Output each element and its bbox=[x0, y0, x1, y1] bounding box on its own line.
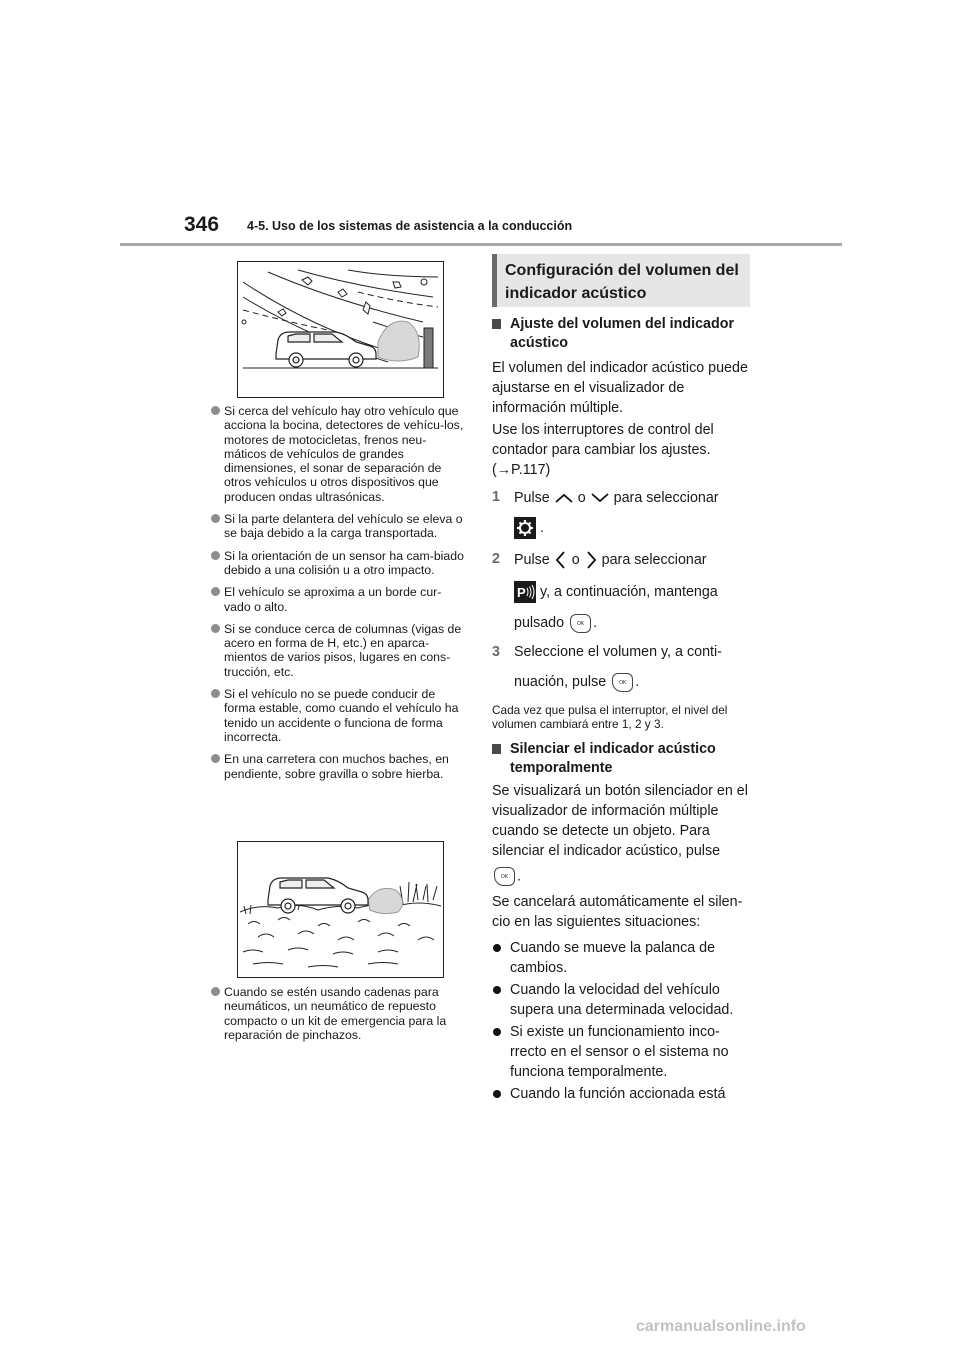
square-bullet-icon bbox=[492, 319, 501, 329]
list-item: Si el vehículo no se puede conducir de forma estable, como cuando el vehículo ha tenido un accidente o funciona de forma incorrecta. bbox=[210, 687, 468, 744]
bullet-icon bbox=[211, 754, 220, 763]
bullet-icon bbox=[493, 1090, 501, 1098]
ok-button-icon: OK bbox=[494, 867, 515, 886]
cancel-conditions-list bbox=[492, 938, 754, 1104]
paragraph: Use los interruptores de control del contador para cambiar los ajustes. (→P.117) bbox=[492, 422, 714, 478]
list-item: Si la parte delantera del vehículo se eleva o se baja debido a la carga transportada. bbox=[210, 512, 468, 541]
square-bullet-icon bbox=[492, 744, 501, 754]
ok-button-icon: OK bbox=[612, 673, 633, 692]
list-item: En una carretera con muchos baches, en pendiente, sobre gravilla o sobre hierba. bbox=[210, 752, 468, 781]
section-heading-box bbox=[492, 254, 750, 307]
bullet-icon bbox=[493, 944, 501, 952]
page-number: 346 bbox=[184, 213, 220, 236]
right-column-content bbox=[492, 315, 754, 1106]
step-1: 1 Pulse o para seleccionar . bbox=[492, 487, 754, 539]
bullet-icon bbox=[211, 551, 220, 560]
bullet-icon bbox=[211, 406, 220, 415]
illustration-ultrasonic-noise bbox=[237, 261, 444, 398]
list-item: Si cerca del vehículo hay otro vehículo que acciona la bocina, detectores de vehícu-los, motores de motocicletas, frenos neu-máticos de vehículos de grandes dimensiones, el sonar de separación de otros vehículos u otros dispositivos que producen ondas ultrasónicas. bbox=[210, 404, 468, 504]
header-divider bbox=[120, 243, 842, 246]
section-heading-line-2: indicador acústico bbox=[505, 285, 647, 302]
paragraph: El volumen del indicador acústico puede ajustarse en el visualizador de información múltiple. bbox=[492, 360, 748, 416]
parking-sonar-icon bbox=[514, 581, 536, 603]
bullet-icon bbox=[211, 587, 220, 596]
svg-text:P: P bbox=[517, 585, 526, 600]
left-bullet-list-2 bbox=[210, 985, 468, 1050]
list-item: Cuando la velocidad del vehículo supera una determinada velocidad. bbox=[492, 980, 754, 1020]
paragraph: Se visualizará un botón silenciador en el visualizador de información múltiple cuando se detecte un objeto. Para silenciar el indicador acústico, pulse bbox=[492, 783, 748, 859]
list-item: Si se conduce cerca de columnas (vigas de acero en forma de H, etc.) en aparca-mientos de varios pisos, lugares en cons-trucción, etc. bbox=[210, 622, 468, 679]
bullet-icon bbox=[493, 986, 501, 994]
section-title: 4-5. Uso de los sistemas de asistencia a la conducción bbox=[247, 219, 573, 233]
ok-button-line: OK . bbox=[492, 867, 754, 886]
watermark: carmanualsonline.info bbox=[636, 1318, 806, 1335]
settings-gear-icon bbox=[514, 517, 536, 539]
bullet-icon bbox=[211, 624, 220, 633]
chevron-up-icon bbox=[554, 492, 574, 504]
list-item: Si existe un funcionamiento inco-rrecto en el sensor o el sistema no funciona temporalmente. bbox=[492, 1022, 754, 1082]
note-text: Cada vez que pulsa el interruptor, el nivel del volumen cambiará entre 1, 2 y 3. bbox=[492, 703, 728, 731]
chevron-right-icon bbox=[584, 550, 598, 570]
bullet-icon bbox=[211, 689, 220, 698]
list-item: El vehículo se aproxima a un borde cur-vado o alto. bbox=[210, 585, 468, 614]
left-bullet-list bbox=[210, 404, 468, 789]
subheading-volume: Ajuste del volumen del indicador acústico bbox=[492, 315, 754, 353]
list-item: Cuando se estén usando cadenas para neumáticos, un neumático de repuesto compacto o un kit de emergencia para la reparación de pinchazos. bbox=[210, 985, 468, 1042]
step-3: 3 Seleccione el volumen y, a conti- nuación, pulse OK . bbox=[492, 644, 722, 690]
illustration-rough-terrain bbox=[237, 841, 444, 978]
list-item: Si la orientación de un sensor ha cam-biado debido a una colisión u a otro impacto. bbox=[210, 549, 468, 578]
chevron-left-icon bbox=[554, 550, 568, 570]
list-item: Cuando la función accionada está bbox=[492, 1084, 754, 1104]
paragraph: Se cancelará automáticamente el silen-cio en las siguientes situaciones: bbox=[492, 894, 743, 930]
bullet-icon bbox=[211, 987, 220, 996]
ok-button-icon: OK bbox=[570, 614, 591, 633]
bullet-icon bbox=[493, 1028, 501, 1036]
chevron-down-icon bbox=[590, 492, 610, 504]
step-2: 2 Pulse o para seleccionar P y, a continuación, mantenga pulsado OK . bbox=[492, 551, 718, 631]
list-item: Cuando se mueve la palanca de cambios. bbox=[492, 938, 754, 978]
section-heading-line-1: Configuración del volumen del bbox=[505, 262, 739, 279]
bullet-icon bbox=[211, 514, 220, 523]
subheading-silence: Silenciar el indicador acústico temporalmente bbox=[492, 740, 754, 778]
